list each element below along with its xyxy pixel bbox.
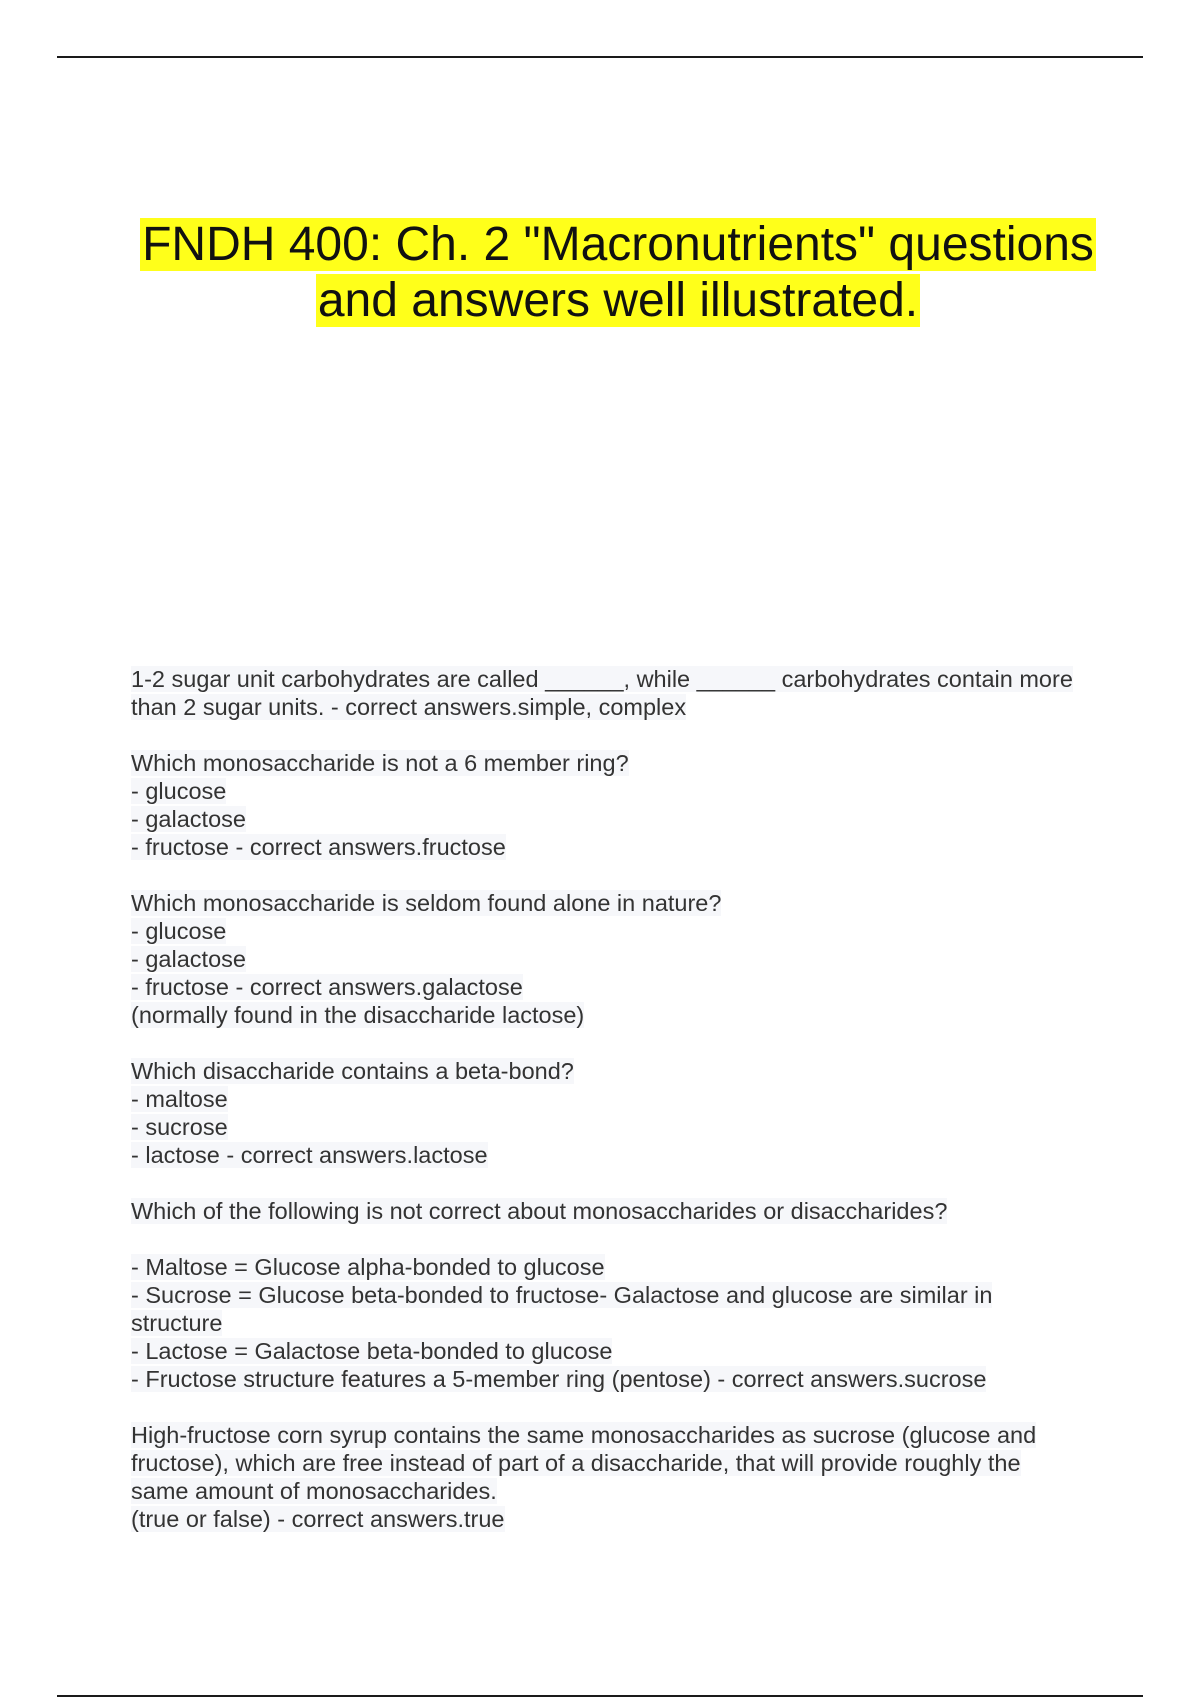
- qa-line-text: - maltose: [131, 1086, 228, 1112]
- title-line-2: [130, 273, 1106, 329]
- qa-line: [131, 693, 1091, 721]
- title-line-1-text: FNDH 400: Ch. 2 "Macronutrients" questions: [142, 218, 1094, 271]
- qa-line-text: Which monosaccharide is seldom found alone in nature?: [131, 890, 722, 916]
- top-rule: [57, 56, 1143, 58]
- qa-line: [131, 1337, 1091, 1365]
- qa-line: [131, 1057, 1091, 1085]
- qa-line: [131, 749, 1091, 777]
- qa-line-text: - Fructose structure features a 5-member ring (pentose) - correct answers.sucrose: [131, 1366, 987, 1392]
- qa-question-text: Which of the following is not correct about monosaccharides or disaccharides?: [131, 1198, 948, 1224]
- qa-line: [131, 805, 1091, 833]
- qa-line: [131, 1113, 1091, 1141]
- qa-item: [131, 1057, 1091, 1169]
- qa-line: [131, 1449, 1091, 1477]
- qa-line: [131, 973, 1091, 1001]
- qa-spacer: [131, 1225, 1091, 1253]
- bottom-rule: [57, 1695, 1143, 1697]
- qa-item: [131, 665, 1091, 721]
- qa-line-text: - sucrose: [131, 1114, 228, 1140]
- qa-line-text: - Lactose = Galactose beta-bonded to glucose: [131, 1338, 613, 1364]
- qa-line-text: 1-2 sugar unit carbohydrates are called ______, while ______ carbohydrates contain more: [131, 666, 1073, 692]
- qa-line-text: (true or false) - correct answers.true: [131, 1506, 505, 1532]
- qa-line-text: Which monosaccharide is not a 6 member ring?: [131, 750, 629, 776]
- qa-line: [131, 1085, 1091, 1113]
- qa-question-line: [131, 1197, 1091, 1225]
- qa-line-text: - Sucrose = Glucose beta-bonded to fructose- Galactose and glucose are similar in: [131, 1282, 993, 1308]
- qa-line: [131, 833, 1091, 861]
- qa-line-text: - galactose: [131, 806, 246, 832]
- qa-line-text: Which disaccharide contains a beta-bond?: [131, 1058, 574, 1084]
- qa-line-text: - glucose: [131, 918, 227, 944]
- qa-line: [131, 1505, 1091, 1533]
- qa-line-text: structure: [131, 1310, 223, 1336]
- qa-line-text: fructose), which are free instead of part of a disaccharide, that will provide roughly the: [131, 1450, 1021, 1476]
- title-line-2-text: and answers well illustrated.: [317, 274, 919, 327]
- qa-line-text: (normally found in the disaccharide lactose): [131, 1002, 585, 1028]
- qa-line-text: same amount of monosaccharides.: [131, 1478, 497, 1504]
- qa-line: [131, 917, 1091, 945]
- qa-line-text: - galactose: [131, 946, 246, 972]
- qa-line: [131, 1281, 1091, 1309]
- qa-line: [131, 1477, 1091, 1505]
- qa-line-text: - Maltose = Glucose alpha-bonded to glucose: [131, 1254, 605, 1280]
- qa-line-text: - glucose: [131, 778, 227, 804]
- title-line-1: [130, 217, 1106, 273]
- qa-line: [131, 665, 1091, 693]
- qa-line: [131, 1309, 1091, 1337]
- qa-line: [131, 777, 1091, 805]
- qa-line: [131, 1421, 1091, 1449]
- qa-line: [131, 1365, 1091, 1393]
- qa-line: [131, 945, 1091, 973]
- qa-line: [131, 1001, 1091, 1029]
- qa-line-text: - fructose - correct answers.fructose: [131, 834, 506, 860]
- qa-list: [131, 665, 1091, 1561]
- qa-item: [131, 1421, 1091, 1533]
- qa-line: [131, 1141, 1091, 1169]
- qa-line-text: High-fructose corn syrup contains the same monosaccharides as sucrose (glucose and: [131, 1422, 1037, 1448]
- qa-line-text: - fructose - correct answers.galactose: [131, 974, 523, 1000]
- qa-item: [131, 749, 1091, 861]
- document-title: [130, 217, 1106, 329]
- qa-line-text: - lactose - correct answers.lactose: [131, 1142, 488, 1168]
- qa-item: [131, 889, 1091, 1029]
- qa-line: [131, 889, 1091, 917]
- qa-item: [131, 1197, 1091, 1393]
- qa-line: [131, 1253, 1091, 1281]
- qa-line-text: than 2 sugar units. - correct answers.simple, complex: [131, 694, 687, 720]
